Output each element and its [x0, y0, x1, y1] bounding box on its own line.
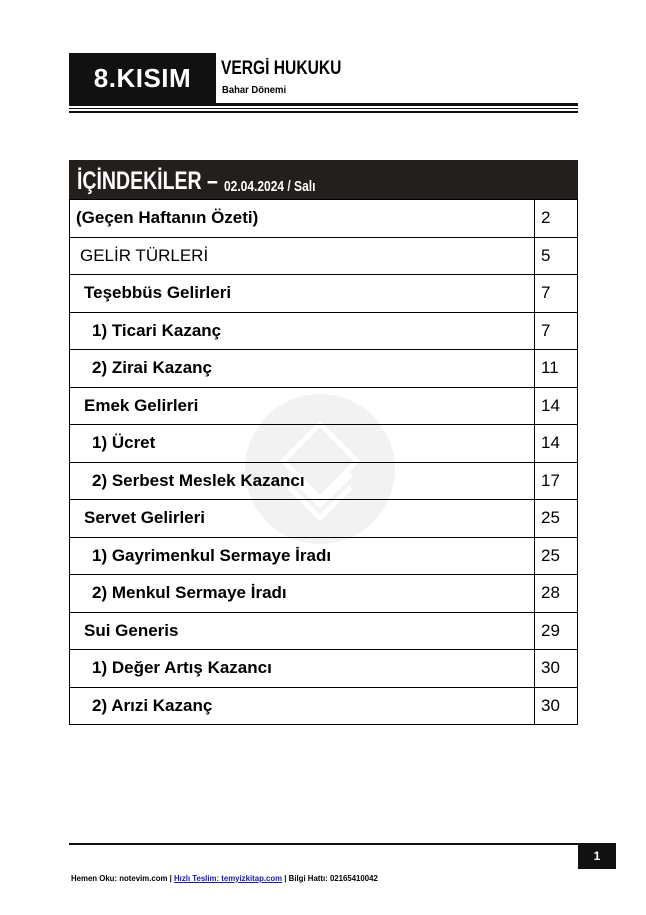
course-title: VERGİ HUKUKU — [221, 58, 342, 79]
table-of-contents — [69, 160, 578, 725]
toc-entry-page: 25 — [535, 500, 578, 538]
toc-row[interactable] — [70, 425, 578, 463]
toc-entry-page: 7 — [535, 312, 578, 350]
page-number: 1 — [578, 843, 616, 869]
toc-table — [69, 199, 578, 725]
footer-line — [71, 873, 378, 883]
toc-entry-page: 25 — [535, 537, 578, 575]
toc-entry-title: 2) Arızi Kazanç — [70, 687, 535, 725]
read-label: Hemen Oku: notevim.com — [71, 873, 168, 883]
toc-row[interactable] — [70, 575, 578, 613]
toc-entry-title: 2) Zirai Kazanç — [70, 350, 535, 388]
toc-entry-page: 11 — [535, 350, 578, 388]
toc-entry-page: 29 — [535, 612, 578, 650]
toc-entry-page: 5 — [535, 237, 578, 275]
toc-entry-page: 7 — [535, 275, 578, 313]
toc-entry-page: 2 — [535, 200, 578, 238]
toc-entry-page: 30 — [535, 687, 578, 725]
toc-row[interactable] — [70, 612, 578, 650]
toc-entry-page: 28 — [535, 575, 578, 613]
header-rule — [69, 111, 578, 113]
footer-rule — [69, 843, 578, 845]
toc-entry-page: 30 — [535, 650, 578, 688]
header-rule — [69, 103, 578, 106]
toc-date: 02.04.2024 / Salı — [223, 178, 316, 195]
toc-header — [69, 160, 578, 199]
toc-entry-title: 2) Serbest Meslek Kazancı — [70, 462, 535, 500]
section-label: 8.KISIM — [69, 53, 216, 103]
toc-row[interactable] — [70, 650, 578, 688]
toc-row[interactable] — [70, 387, 578, 425]
toc-row[interactable] — [70, 462, 578, 500]
toc-entry-page: 17 — [535, 462, 578, 500]
toc-entry-page: 14 — [535, 387, 578, 425]
toc-entry-title: 2) Menkul Sermaye İradı — [70, 575, 535, 613]
term-label: Bahar Dönemi — [222, 84, 287, 96]
toc-entry-title: GELİR TÜRLERİ — [70, 237, 535, 275]
toc-entry-title: 1) Ticari Kazanç — [70, 312, 535, 350]
toc-entry-title: Emek Gelirleri — [70, 387, 535, 425]
delivery-link[interactable]: Hızlı Teslim: temyizkitap.com — [174, 873, 283, 883]
toc-entry-title: 1) Ücret — [70, 425, 535, 463]
toc-entry-title: 1) Gayrimenkul Sermaye İradı — [70, 537, 535, 575]
toc-heading: İÇİNDEKİLER – — [77, 167, 218, 195]
toc-row[interactable] — [70, 687, 578, 725]
toc-row[interactable] — [70, 312, 578, 350]
toc-entry-title: 1) Değer Artış Kazancı — [70, 650, 535, 688]
header-rule — [69, 108, 578, 109]
footer-separator: | — [284, 873, 287, 883]
toc-entry-title: Servet Gelirleri — [70, 500, 535, 538]
toc-row[interactable] — [70, 500, 578, 538]
toc-entry-title: (Geçen Haftanın Özeti) — [70, 200, 535, 238]
toc-entry-page: 14 — [535, 425, 578, 463]
toc-row[interactable] — [70, 537, 578, 575]
toc-row[interactable] — [70, 200, 578, 238]
toc-row[interactable] — [70, 350, 578, 388]
toc-row[interactable] — [70, 237, 578, 275]
toc-entry-title: Sui Generis — [70, 612, 535, 650]
footer-separator: | — [169, 873, 172, 883]
toc-entry-title: Teşebbüs Gelirleri — [70, 275, 535, 313]
hotline-label: Bilgi Hattı: 02165410042 — [288, 873, 378, 883]
toc-row[interactable] — [70, 275, 578, 313]
